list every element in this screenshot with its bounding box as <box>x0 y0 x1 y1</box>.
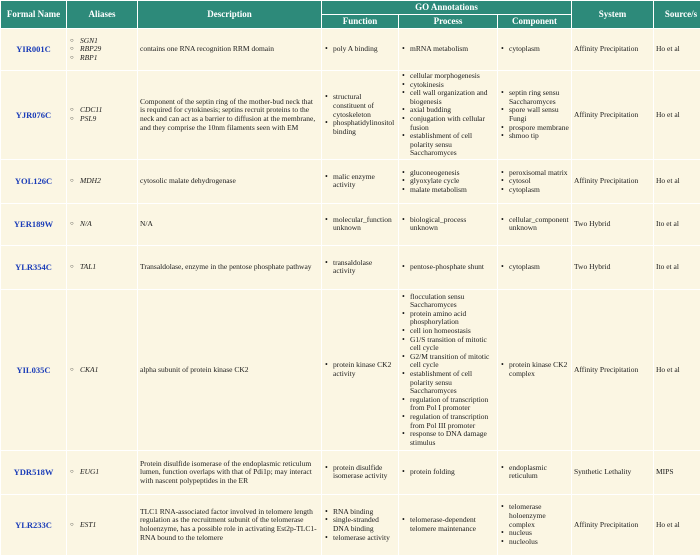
description-cell: contains one RNA recognition RRM domain <box>138 29 321 70</box>
formal-name-link[interactable]: YLR354C <box>1 246 66 289</box>
aliases-cell-item: ○ RBP29 <box>69 45 135 54</box>
header-process[interactable]: Process <box>399 15 497 28</box>
function-cell-item: • structural constituent of cytoskeleton <box>324 93 396 119</box>
system-cell: Affinity Precipitation <box>572 29 653 70</box>
component-cell-list <box>500 361 569 378</box>
component-cell <box>498 160 571 203</box>
source-cell: Ho et al <box>654 71 700 159</box>
component-cell-list <box>500 216 569 233</box>
header-description[interactable]: Description <box>138 1 321 28</box>
function-cell-list <box>324 361 396 378</box>
process-cell-item: • cytokinesis <box>401 81 495 90</box>
process-cell-list <box>401 293 495 448</box>
process-cell-item: • glyoxylate cycle <box>401 177 495 186</box>
process-cell <box>399 246 497 289</box>
component-cell-item: • peroxisomal matrix <box>500 169 569 178</box>
aliases-cell-item: ○ TAL1 <box>69 263 135 272</box>
process-cell <box>399 495 497 555</box>
aliases-cell <box>67 160 137 203</box>
component-cell-item: • cytoplasm <box>500 45 569 54</box>
aliases-cell-list <box>69 263 135 272</box>
component-cell <box>498 246 571 289</box>
header-aliases[interactable]: Aliases <box>67 1 137 28</box>
function-cell-item: • protein disulfide isomerase activity <box>324 464 396 481</box>
process-cell <box>399 204 497 245</box>
process-cell-item: • conjugation with cellular fusion <box>401 115 495 132</box>
table-row <box>1 290 700 450</box>
component-cell-list <box>500 45 569 54</box>
table-header <box>1 1 700 28</box>
component-cell <box>498 290 571 450</box>
process-cell <box>399 71 497 159</box>
function-cell <box>322 29 398 70</box>
function-cell <box>322 160 398 203</box>
system-cell: Affinity Precipitation <box>572 290 653 450</box>
function-cell-item: • phosphatidylinositol binding <box>324 119 396 136</box>
formal-name-link[interactable]: YIR001C <box>1 29 66 70</box>
process-cell-item: • protein folding <box>401 468 495 477</box>
component-cell <box>498 29 571 70</box>
function-cell-list <box>324 464 396 481</box>
function-cell-item: • transaldolase activity <box>324 259 396 276</box>
function-cell-item: • malic enzyme activity <box>324 173 396 190</box>
aliases-cell <box>67 29 137 70</box>
process-cell-item: • malate metabolism <box>401 186 495 195</box>
component-cell-item: • endoplasmic reticulum <box>500 464 569 481</box>
aliases-cell-list <box>69 468 135 477</box>
table-row <box>1 246 700 289</box>
component-cell <box>498 204 571 245</box>
process-cell <box>399 290 497 450</box>
aliases-cell-item: ○ EUG1 <box>69 468 135 477</box>
process-cell-item: • axial budding <box>401 106 495 115</box>
function-cell <box>322 451 398 494</box>
aliases-cell-item: ○ CKA1 <box>69 366 135 375</box>
process-cell-item: • G2/M transition of mitotic cell cycle <box>401 353 495 370</box>
aliases-cell <box>67 495 137 555</box>
process-cell-item: • pentose-phosphate shunt <box>401 263 495 272</box>
aliases-cell <box>67 246 137 289</box>
source-cell: Ito et al <box>654 246 700 289</box>
table-row <box>1 160 700 203</box>
process-cell <box>399 160 497 203</box>
aliases-cell-item: ○ SGN1 <box>69 37 135 46</box>
process-cell-item: • flocculation sensu Saccharomyces <box>401 293 495 310</box>
process-cell-item: • cell wall organization and biogenesis <box>401 89 495 106</box>
function-cell-item: • telomerase activity <box>324 534 396 543</box>
process-cell-item: • establishment of cell polarity sensu Saccharomyces <box>401 132 495 158</box>
component-cell-list <box>500 169 569 195</box>
process-cell <box>399 29 497 70</box>
process-cell-item: • biological_process unknown <box>401 216 495 233</box>
function-cell <box>322 204 398 245</box>
source-cell: Ho et al <box>654 160 700 203</box>
process-cell-item: • protein amino acid phosphorylation <box>401 310 495 327</box>
formal-name-link[interactable]: YJR076C <box>1 71 66 159</box>
process-cell-item: • cellular morphogenesis <box>401 72 495 81</box>
component-cell-item: • shmoo tip <box>500 132 569 141</box>
component-cell-item: • nucleolus <box>500 538 569 547</box>
process-cell-item: • establishment of cell polarity sensu Saccharomyces <box>401 370 495 396</box>
aliases-cell-list <box>69 220 135 229</box>
process-cell-item: • G1/S transition of mitotic cell cycle <box>401 336 495 353</box>
function-cell-list <box>324 216 396 233</box>
component-cell <box>498 495 571 555</box>
system-cell: Affinity Precipitation <box>572 71 653 159</box>
function-cell-item: • poly A binding <box>324 45 396 54</box>
function-cell-list <box>324 45 396 54</box>
system-cell: Affinity Precipitation <box>572 160 653 203</box>
function-cell <box>322 495 398 555</box>
component-cell-item: • cytoplasm <box>500 263 569 272</box>
process-cell-item: • telomerase-dependent telomere maintenance <box>401 516 495 533</box>
aliases-cell-item: ○ N/A <box>69 220 135 229</box>
process-cell-list <box>401 263 495 272</box>
table-row <box>1 71 700 159</box>
aliases-cell-item: ○ MDH2 <box>69 177 135 186</box>
formal-name-link[interactable]: YLR233C <box>1 495 66 555</box>
component-cell-item: • protein kinase CK2 complex <box>500 361 569 378</box>
description-cell: cytosolic malate dehydrogenase <box>138 160 321 203</box>
table-row <box>1 29 700 70</box>
source-cell: MIPS <box>654 451 700 494</box>
description-cell: Transaldolase, enzyme in the pentose phosphate pathway <box>138 246 321 289</box>
function-cell-list <box>324 173 396 190</box>
aliases-cell-list <box>69 366 135 375</box>
process-cell-list <box>401 72 495 158</box>
component-cell-list <box>500 464 569 481</box>
aliases-cell <box>67 290 137 450</box>
aliases-cell-item: ○ PSL9 <box>69 115 135 124</box>
table-row <box>1 204 700 245</box>
source-cell: Ho et al <box>654 290 700 450</box>
function-cell-item: • RNA binding <box>324 508 396 517</box>
component-cell-list <box>500 503 569 546</box>
aliases-cell-list <box>69 37 135 63</box>
process-cell-list <box>401 45 495 54</box>
process-cell-list <box>401 169 495 195</box>
function-cell-list <box>324 508 396 542</box>
component-cell-item: • cytosol <box>500 177 569 186</box>
function-cell-item: • single-stranded DNA binding <box>324 516 396 533</box>
process-cell-item: • regulation of transcription from Pol III promoter <box>401 413 495 430</box>
aliases-cell-item: ○ CDC11 <box>69 106 135 115</box>
process-cell-item: • mRNA metabolism <box>401 45 495 54</box>
component-cell <box>498 451 571 494</box>
aliases-cell-item: ○ RBP1 <box>69 54 135 63</box>
formal-name-link[interactable]: YOL126C <box>1 160 66 203</box>
header-system[interactable]: System <box>572 1 653 28</box>
component-cell-item: • cytoplasm <box>500 186 569 195</box>
header-function[interactable]: Function <box>322 15 398 28</box>
process-cell <box>399 451 497 494</box>
description-cell: N/A <box>138 204 321 245</box>
description-cell: TLC1 RNA-associated factor involved in telomere length regulation as the recruitment subunit of the telomerase holoenzyme, has a possible role in activating Est2p-TLC1-RNA bound to the telomere <box>138 495 321 555</box>
function-cell <box>322 71 398 159</box>
component-cell-item: • septin ring sensu Saccharomyces <box>500 89 569 106</box>
process-cell-item: • cell ion homeostasis <box>401 327 495 336</box>
table-row <box>1 451 700 494</box>
process-cell-list <box>401 468 495 477</box>
function-cell-list <box>324 93 396 136</box>
component-cell <box>498 71 571 159</box>
component-cell-item: • nucleus <box>500 529 569 538</box>
aliases-cell-list <box>69 106 135 123</box>
function-cell-item: • molecular_function unknown <box>324 216 396 233</box>
aliases-cell <box>67 71 137 159</box>
header-sources[interactable]: Source/s <box>654 1 700 28</box>
header-go-annotations: GO Annotations <box>322 1 571 14</box>
function-cell <box>322 246 398 289</box>
aliases-cell <box>67 451 137 494</box>
description-cell: alpha subunit of protein kinase CK2 <box>138 290 321 450</box>
header-formal-name[interactable]: Formal Name <box>1 1 66 28</box>
description-cell: Protein disulfide isomerase of the endoplasmic reticulum lumen, function overlaps with that of Pdi1p; may interact with nascent polypeptides in the ER <box>138 451 321 494</box>
aliases-cell <box>67 204 137 245</box>
system-cell: Synthetic Lethality <box>572 451 653 494</box>
description-cell: Component of the septin ring of the mother-bud neck that is required for cytokinesis; septins recruit proteins to the neck and can act as a barrier to diffusion at the membrane, and they comprise the 10nm filaments seen with EM <box>138 71 321 159</box>
aliases-cell-item: ○ EST1 <box>69 521 135 530</box>
formal-name-link[interactable]: YIL035C <box>1 290 66 450</box>
component-cell-item: • spore wall sensu Fungi <box>500 106 569 123</box>
process-cell-item: • response to DNA damage stimulus <box>401 430 495 447</box>
source-cell: Ito et al <box>654 204 700 245</box>
component-cell-list <box>500 263 569 272</box>
component-cell-item: • cellular_component unknown <box>500 216 569 233</box>
aliases-cell-list <box>69 177 135 186</box>
formal-name-link[interactable]: YDR518W <box>1 451 66 494</box>
function-cell <box>322 290 398 450</box>
component-cell-list <box>500 89 569 141</box>
system-cell: Affinity Precipitation <box>572 495 653 555</box>
source-cell: Ho et al <box>654 29 700 70</box>
component-cell-item: • telomerase holoenzyme complex <box>500 503 569 529</box>
process-cell-list <box>401 216 495 233</box>
function-cell-list <box>324 259 396 276</box>
formal-name-link[interactable]: YER189W <box>1 204 66 245</box>
table-row <box>1 495 700 555</box>
function-cell-item: • protein kinase CK2 activity <box>324 361 396 378</box>
system-cell: Two Hybrid <box>572 204 653 245</box>
source-cell: Ho et al <box>654 495 700 555</box>
table-body <box>1 29 700 555</box>
process-cell-item: • gluconeogenesis <box>401 169 495 178</box>
process-cell-item: • regulation of transcription from Pol I promoter <box>401 396 495 413</box>
process-cell-list <box>401 516 495 533</box>
header-component[interactable]: Component <box>498 15 571 28</box>
component-cell-item: • prospore membrane <box>500 124 569 133</box>
system-cell: Two Hybrid <box>572 246 653 289</box>
